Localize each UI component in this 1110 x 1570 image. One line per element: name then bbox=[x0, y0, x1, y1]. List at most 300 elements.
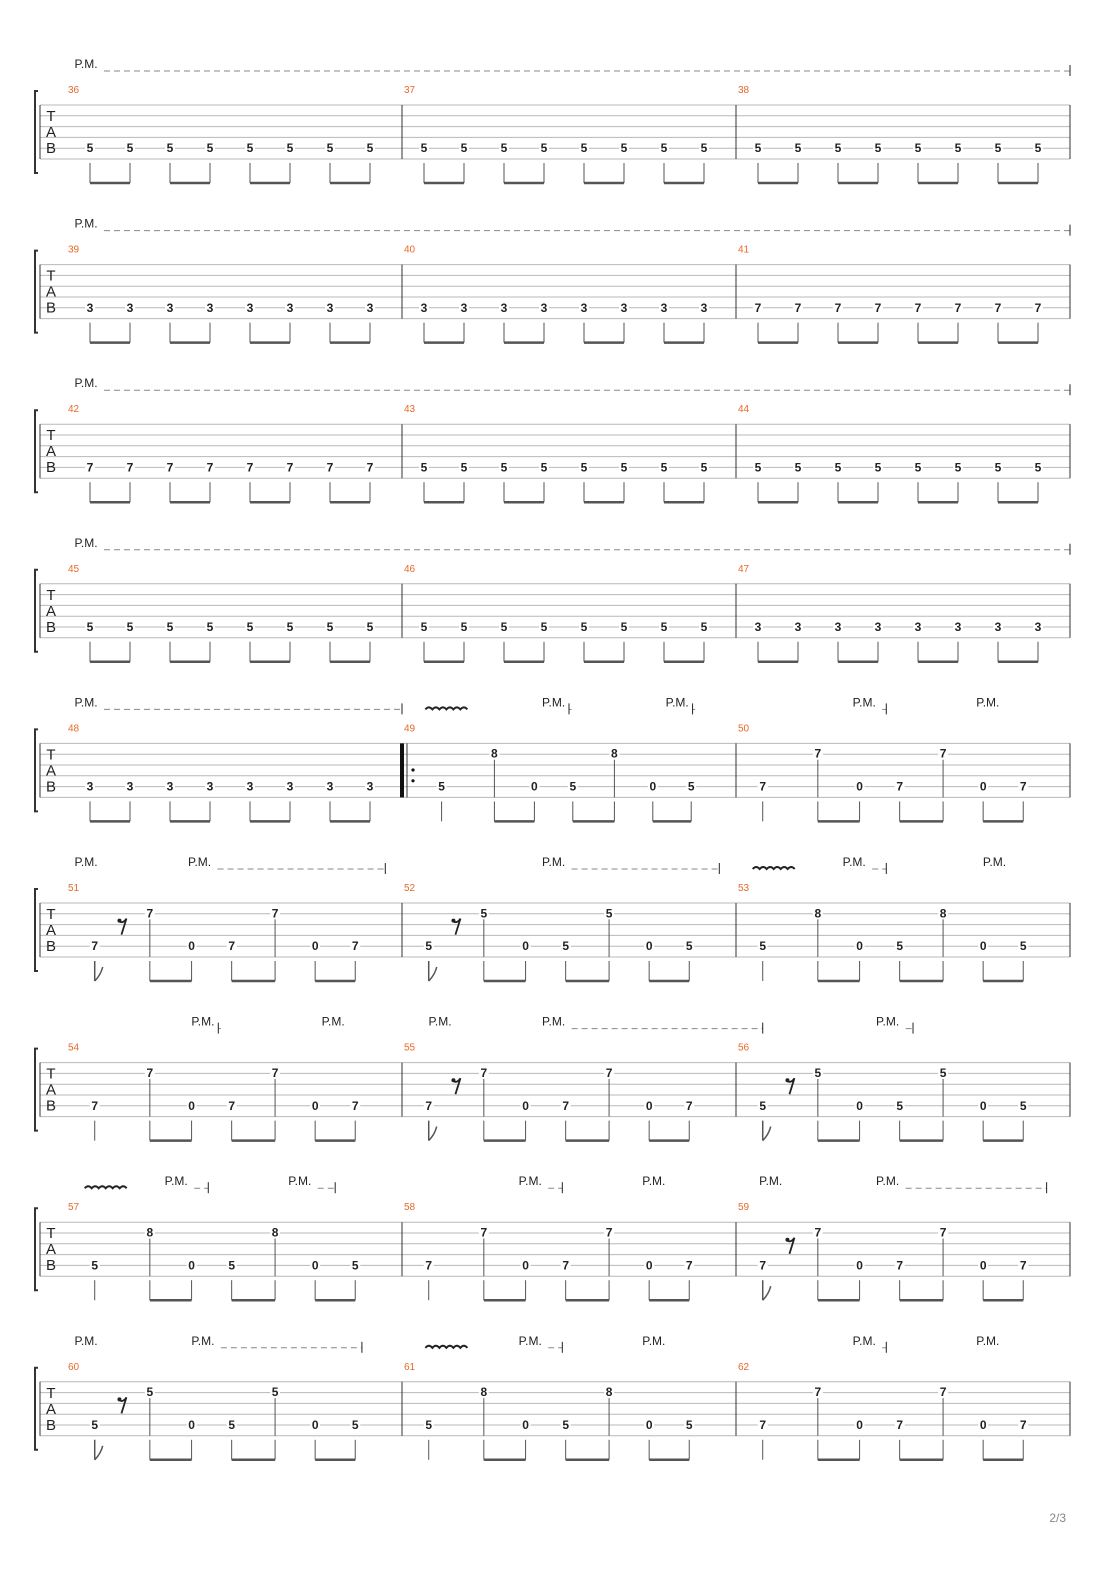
fret-number: 5 bbox=[1019, 1098, 1027, 1113]
fret-number: 7 bbox=[228, 939, 236, 954]
palm-mute-label: P.M. bbox=[288, 1174, 312, 1189]
fret-number: 7 bbox=[286, 460, 294, 475]
measure-44 bbox=[738, 404, 1043, 502]
fret-number: 5 bbox=[246, 141, 254, 156]
fret-number: 7 bbox=[562, 1098, 570, 1113]
fret-number: 7 bbox=[91, 1098, 99, 1113]
fret-number: 0 bbox=[311, 1098, 319, 1113]
fret-number: 3 bbox=[366, 300, 374, 315]
fret-number: 5 bbox=[480, 906, 488, 921]
fret-number: 0 bbox=[856, 939, 863, 954]
palm-mute-label: P.M. bbox=[976, 1333, 1000, 1348]
palm-mute-label: P.M. bbox=[976, 695, 1000, 710]
tab-clef-a: A bbox=[45, 602, 57, 620]
measure-number: 47 bbox=[738, 563, 750, 575]
fret-number: 5 bbox=[460, 460, 468, 475]
measure-number: 45 bbox=[68, 563, 80, 575]
fret-number: 5 bbox=[562, 1418, 570, 1432]
measure-36 bbox=[68, 85, 402, 183]
measure-number: 44 bbox=[738, 404, 750, 416]
fret-number: 3 bbox=[420, 300, 428, 315]
fret-number: 7 bbox=[685, 1258, 693, 1273]
palm-mute-label: P.M. bbox=[876, 1174, 900, 1189]
fret-number: 0 bbox=[645, 1098, 653, 1113]
measure-39 bbox=[68, 245, 402, 343]
fret-number: 5 bbox=[326, 620, 334, 634]
fret-number: 0 bbox=[856, 779, 863, 794]
fret-number: 3 bbox=[954, 620, 962, 634]
fret-number: 0 bbox=[188, 1258, 195, 1273]
fret-number: 5 bbox=[540, 141, 548, 156]
fret-number: 7 bbox=[605, 1225, 613, 1240]
tab-clef-b: B bbox=[45, 1257, 57, 1275]
fret-number: 3 bbox=[86, 779, 94, 794]
fret-number: 3 bbox=[326, 779, 334, 794]
fret-number: 5 bbox=[326, 141, 334, 156]
measure-37 bbox=[404, 85, 736, 183]
fret-number: 5 bbox=[420, 620, 428, 634]
fret-number: 7 bbox=[126, 460, 134, 475]
fret-number: 8 bbox=[605, 1385, 613, 1400]
tab-clef-b: B bbox=[45, 778, 57, 796]
fret-number: 5 bbox=[366, 620, 374, 634]
measure-number: 54 bbox=[68, 1042, 80, 1054]
fret-number: 7 bbox=[759, 1418, 767, 1432]
fret-number: 3 bbox=[166, 779, 174, 794]
system-bracket bbox=[35, 1368, 38, 1450]
system-1 bbox=[35, 57, 1070, 183]
measure-number: 37 bbox=[404, 85, 416, 96]
measure-53 bbox=[738, 883, 1028, 981]
fret-number: 5 bbox=[271, 1385, 279, 1400]
fret-number: 5 bbox=[540, 460, 548, 475]
fret-number: 7 bbox=[914, 300, 922, 315]
eighth-rest-dot bbox=[117, 919, 121, 923]
system-6 bbox=[35, 855, 1070, 981]
vibrato-mark bbox=[85, 1186, 127, 1188]
fret-number: 7 bbox=[896, 1418, 904, 1432]
measure-number: 50 bbox=[738, 723, 750, 735]
fret-number: 5 bbox=[1034, 141, 1042, 156]
palm-mute-label: P.M. bbox=[518, 1174, 542, 1189]
fret-number: 5 bbox=[351, 1258, 359, 1273]
eighth-rest-dot bbox=[117, 1397, 121, 1401]
measure-number: 38 bbox=[738, 85, 750, 96]
measure-46 bbox=[404, 564, 736, 662]
vibrato-mark bbox=[753, 867, 795, 869]
fret-number: 5 bbox=[246, 620, 254, 634]
palm-mute-label: P.M. bbox=[164, 1174, 188, 1189]
fret-number: 8 bbox=[491, 746, 498, 761]
fret-number: 3 bbox=[246, 779, 254, 794]
fret-number: 7 bbox=[91, 939, 99, 954]
fret-number: 7 bbox=[759, 1258, 767, 1273]
fret-number: 7 bbox=[896, 779, 904, 794]
palm-mute-label: P.M. bbox=[74, 1333, 98, 1348]
tab-clef-t: T bbox=[46, 108, 56, 125]
fret-number: 5 bbox=[759, 1098, 767, 1113]
fret-number: 7 bbox=[326, 460, 334, 475]
fret-number: 3 bbox=[700, 300, 708, 315]
measure-40 bbox=[404, 245, 736, 343]
measure-52 bbox=[404, 883, 736, 981]
fret-number: 7 bbox=[480, 1065, 488, 1080]
palm-mute-label: P.M. bbox=[642, 1174, 666, 1189]
fret-number: 7 bbox=[480, 1225, 488, 1240]
system-bracket bbox=[35, 729, 38, 811]
fret-number: 3 bbox=[206, 779, 214, 794]
palm-mute-label: P.M. bbox=[518, 1333, 542, 1348]
fret-number: 7 bbox=[1019, 1258, 1027, 1273]
system-bracket bbox=[35, 889, 38, 971]
palm-mute-label: P.M. bbox=[74, 695, 98, 710]
fret-number: 0 bbox=[856, 1418, 863, 1432]
fret-number: 5 bbox=[286, 620, 294, 634]
tab-clef-a: A bbox=[45, 1081, 57, 1099]
measure-50 bbox=[738, 723, 1028, 821]
fret-number: 5 bbox=[540, 620, 548, 634]
system-5 bbox=[35, 695, 1070, 821]
system-bracket bbox=[35, 410, 38, 492]
fret-number: 7 bbox=[994, 300, 1002, 315]
fret-number: 8 bbox=[146, 1225, 154, 1240]
tab-clef-t: T bbox=[46, 586, 56, 604]
measure-number: 43 bbox=[404, 404, 416, 416]
measure-number: 39 bbox=[68, 244, 80, 256]
palm-mute-label: P.M. bbox=[665, 695, 689, 710]
fret-number: 3 bbox=[86, 300, 94, 315]
fret-number: 5 bbox=[814, 1065, 822, 1080]
fret-number: 5 bbox=[366, 141, 374, 156]
fret-number: 3 bbox=[126, 779, 134, 794]
fret-number: 0 bbox=[188, 939, 195, 954]
fret-number: 3 bbox=[286, 779, 294, 794]
fret-number: 5 bbox=[700, 141, 708, 156]
palm-mute-label: P.M. bbox=[876, 1014, 900, 1029]
fret-number: 5 bbox=[569, 779, 577, 794]
fret-number: 5 bbox=[939, 1065, 947, 1080]
system-bracket bbox=[35, 1049, 38, 1131]
fret-number: 5 bbox=[660, 141, 668, 156]
fret-number: 7 bbox=[814, 1225, 822, 1240]
fret-number: 5 bbox=[91, 1258, 99, 1273]
fret-number: 5 bbox=[994, 460, 1002, 475]
fret-number: 5 bbox=[834, 141, 842, 156]
system-3 bbox=[35, 376, 1070, 502]
fret-number: 7 bbox=[939, 1225, 947, 1240]
fret-number: 5 bbox=[620, 620, 628, 634]
fret-number: 0 bbox=[649, 779, 657, 794]
fret-number: 8 bbox=[939, 906, 947, 921]
fret-number: 7 bbox=[228, 1098, 236, 1113]
measure-number: 55 bbox=[404, 1042, 416, 1054]
fret-number: 7 bbox=[954, 300, 962, 315]
tab-clef-a: A bbox=[45, 1241, 57, 1259]
system-7 bbox=[35, 1015, 1070, 1141]
fret-number: 5 bbox=[420, 141, 428, 156]
fret-number: 7 bbox=[1019, 1418, 1027, 1432]
measure-number: 56 bbox=[738, 1042, 750, 1054]
fret-number: 5 bbox=[700, 620, 708, 634]
fret-number: 8 bbox=[611, 746, 618, 761]
palm-mute-label: P.M. bbox=[852, 695, 876, 710]
palm-mute-label: P.M. bbox=[74, 535, 98, 550]
measure-number: 48 bbox=[68, 723, 80, 735]
tab-clef-b: B bbox=[45, 938, 57, 955]
measure-number: 60 bbox=[68, 1361, 80, 1373]
palm-mute-label: P.M. bbox=[74, 216, 98, 231]
fret-number: 5 bbox=[500, 620, 508, 634]
fret-number: 5 bbox=[500, 460, 508, 475]
fret-number: 7 bbox=[366, 460, 374, 475]
palm-mute-label: P.M. bbox=[74, 57, 98, 71]
fret-number: 5 bbox=[994, 141, 1002, 156]
fret-number: 5 bbox=[206, 141, 214, 156]
fret-number: 5 bbox=[685, 1418, 693, 1432]
fret-number: 3 bbox=[326, 300, 334, 315]
palm-mute-label: P.M. bbox=[982, 855, 1007, 869]
measure-42 bbox=[68, 404, 402, 502]
fret-number: 7 bbox=[874, 300, 882, 315]
measure-51 bbox=[68, 883, 402, 981]
fret-number: 7 bbox=[246, 460, 254, 475]
fret-number: 5 bbox=[126, 141, 134, 156]
fret-number: 8 bbox=[271, 1225, 279, 1240]
fret-number: 5 bbox=[759, 939, 767, 954]
measure-number: 58 bbox=[404, 1202, 416, 1214]
fret-number: 3 bbox=[1034, 620, 1042, 634]
fret-number: 5 bbox=[896, 1098, 904, 1113]
tab-clef-t: T bbox=[46, 1065, 56, 1083]
palm-mute-label: P.M. bbox=[321, 1014, 345, 1029]
fret-number: 7 bbox=[562, 1258, 570, 1273]
tab-clef-b: B bbox=[45, 140, 57, 157]
fret-number: 7 bbox=[605, 1065, 613, 1080]
fret-number: 5 bbox=[425, 939, 433, 954]
palm-mute-label: P.M. bbox=[428, 1014, 452, 1029]
fret-number: 3 bbox=[246, 300, 254, 315]
fret-number: 7 bbox=[1034, 300, 1042, 315]
system-bracket bbox=[35, 91, 38, 173]
measure-57 bbox=[68, 1202, 402, 1300]
fret-number: 3 bbox=[834, 620, 842, 634]
fret-number: 5 bbox=[954, 460, 962, 475]
fret-number: 3 bbox=[540, 300, 548, 315]
fret-number: 0 bbox=[311, 939, 319, 954]
repeat-thick-bar bbox=[400, 743, 404, 797]
system-bracket bbox=[35, 570, 38, 652]
fret-number: 7 bbox=[685, 1098, 693, 1113]
fret-number: 5 bbox=[794, 460, 802, 475]
fret-number: 5 bbox=[126, 620, 134, 634]
tab-clef-b: B bbox=[45, 1416, 57, 1434]
palm-mute-label: P.M. bbox=[642, 1333, 666, 1348]
fret-number: 0 bbox=[856, 1098, 863, 1113]
tab-clef-t: T bbox=[46, 1384, 56, 1402]
fret-number: 7 bbox=[425, 1098, 433, 1113]
fret-number: 3 bbox=[914, 620, 922, 634]
note-flag bbox=[763, 1280, 771, 1300]
page-number: 2/3 bbox=[1049, 1511, 1066, 1525]
fret-number: 5 bbox=[420, 460, 428, 475]
fret-number: 5 bbox=[954, 141, 962, 156]
repeat-dot bbox=[411, 768, 414, 771]
fret-number: 3 bbox=[460, 300, 468, 315]
measure-41 bbox=[738, 245, 1043, 343]
measure-54 bbox=[68, 1043, 402, 1141]
fret-number: 0 bbox=[645, 1418, 653, 1432]
tab-clef-a: A bbox=[45, 124, 57, 141]
fret-number: 5 bbox=[425, 1418, 433, 1432]
fret-number: 5 bbox=[660, 620, 668, 634]
fret-number: 5 bbox=[834, 460, 842, 475]
fret-number: 0 bbox=[311, 1418, 319, 1432]
fret-number: 5 bbox=[86, 141, 94, 156]
fret-number: 5 bbox=[914, 460, 922, 475]
note-flag bbox=[95, 1440, 103, 1460]
measure-61 bbox=[404, 1362, 736, 1460]
tab-clef-b: B bbox=[45, 1097, 57, 1115]
measure-48 bbox=[68, 723, 402, 821]
fret-number: 3 bbox=[286, 300, 294, 315]
fret-number: 5 bbox=[460, 620, 468, 634]
system-bracket bbox=[35, 251, 38, 333]
measure-38 bbox=[738, 85, 1043, 183]
fret-number: 5 bbox=[660, 460, 668, 475]
eighth-rest-dot bbox=[451, 1078, 455, 1082]
measure-number: 42 bbox=[68, 404, 80, 416]
system-bracket bbox=[35, 1208, 38, 1290]
fret-number: 5 bbox=[500, 141, 508, 156]
note-flag bbox=[429, 1121, 437, 1141]
fret-number: 7 bbox=[1019, 779, 1027, 794]
fret-number: 0 bbox=[522, 1258, 529, 1273]
palm-mute-label: P.M. bbox=[542, 855, 566, 869]
fret-number: 5 bbox=[86, 620, 94, 634]
fret-number: 7 bbox=[425, 1258, 433, 1273]
measure-60 bbox=[68, 1362, 402, 1460]
tab-clef-b: B bbox=[45, 459, 57, 477]
fret-number: 3 bbox=[794, 620, 802, 634]
tab-clef-t: T bbox=[46, 906, 56, 923]
fret-number: 5 bbox=[687, 779, 695, 794]
fret-number: 0 bbox=[979, 1098, 987, 1113]
fret-number: 5 bbox=[228, 1418, 236, 1432]
measure-49 bbox=[400, 723, 736, 821]
fret-number: 5 bbox=[166, 620, 174, 634]
fret-number: 3 bbox=[366, 779, 374, 794]
measure-number: 61 bbox=[404, 1361, 416, 1373]
fret-number: 5 bbox=[874, 460, 882, 475]
tab-clef-a: A bbox=[45, 1400, 57, 1418]
fret-number: 5 bbox=[620, 460, 628, 475]
fret-number: 7 bbox=[814, 1385, 822, 1400]
fret-number: 5 bbox=[620, 141, 628, 156]
fret-number: 0 bbox=[979, 779, 987, 794]
fret-number: 5 bbox=[438, 779, 445, 794]
tab-clef-t: T bbox=[46, 427, 56, 445]
palm-mute-label: P.M. bbox=[542, 695, 566, 710]
fret-number: 3 bbox=[620, 300, 628, 315]
measure-number: 40 bbox=[404, 244, 416, 256]
palm-mute-label: P.M. bbox=[74, 376, 98, 391]
fret-number: 5 bbox=[91, 1418, 99, 1432]
measure-number: 46 bbox=[404, 563, 416, 575]
fret-number: 3 bbox=[660, 300, 668, 315]
measure-number: 57 bbox=[68, 1202, 80, 1214]
fret-number: 5 bbox=[580, 141, 588, 156]
system-2 bbox=[35, 217, 1070, 343]
measure-number: 53 bbox=[738, 883, 750, 894]
measure-55 bbox=[404, 1043, 736, 1141]
fret-number: 7 bbox=[834, 300, 842, 315]
vibrato-mark bbox=[425, 1346, 467, 1348]
fret-number: 3 bbox=[754, 620, 762, 634]
fret-number: 5 bbox=[914, 141, 922, 156]
fret-number: 7 bbox=[206, 460, 214, 475]
fret-number: 7 bbox=[794, 300, 802, 315]
palm-mute-label: P.M. bbox=[191, 1333, 215, 1348]
tab-clef-a: A bbox=[45, 283, 57, 301]
fret-number: 0 bbox=[522, 1098, 529, 1113]
fret-number: 3 bbox=[126, 300, 134, 315]
fret-number: 7 bbox=[351, 939, 359, 954]
eighth-rest-dot bbox=[785, 1238, 789, 1242]
measure-number: 52 bbox=[404, 883, 416, 894]
measure-45 bbox=[68, 564, 402, 662]
fret-number: 5 bbox=[896, 939, 904, 954]
fret-number: 3 bbox=[580, 300, 588, 315]
repeat-dot bbox=[411, 779, 414, 782]
fret-number: 5 bbox=[794, 141, 802, 156]
fret-number: 3 bbox=[206, 300, 214, 315]
vibrato-mark bbox=[425, 707, 467, 709]
fret-number: 7 bbox=[814, 746, 822, 761]
measure-47 bbox=[738, 564, 1043, 662]
measure-59 bbox=[738, 1202, 1028, 1300]
fret-number: 0 bbox=[188, 1098, 195, 1113]
tab-clef-t: T bbox=[46, 746, 56, 764]
fret-number: 3 bbox=[994, 620, 1002, 634]
fret-number: 5 bbox=[685, 939, 693, 954]
fret-number: 5 bbox=[228, 1258, 236, 1273]
tab-clef-b: B bbox=[45, 299, 57, 317]
fret-number: 0 bbox=[979, 1258, 987, 1273]
palm-mute-label: P.M. bbox=[191, 1014, 215, 1029]
eighth-rest-dot bbox=[785, 1078, 789, 1082]
fret-number: 5 bbox=[1019, 939, 1027, 954]
fret-number: 7 bbox=[754, 300, 762, 315]
measure-number: 49 bbox=[404, 723, 416, 735]
fret-number: 5 bbox=[146, 1385, 154, 1400]
fret-number: 7 bbox=[86, 460, 94, 475]
measure-62 bbox=[738, 1362, 1028, 1460]
note-flag bbox=[429, 961, 437, 981]
fret-number: 7 bbox=[146, 906, 154, 921]
fret-number: 5 bbox=[874, 141, 882, 156]
fret-number: 5 bbox=[286, 141, 294, 156]
measure-number: 36 bbox=[68, 85, 80, 96]
fret-number: 5 bbox=[605, 906, 613, 921]
fret-number: 0 bbox=[645, 939, 653, 954]
fret-number: 0 bbox=[522, 939, 529, 954]
fret-number: 5 bbox=[206, 620, 214, 634]
fret-number: 5 bbox=[166, 141, 174, 156]
tab-clef-t: T bbox=[46, 1225, 56, 1243]
fret-number: 5 bbox=[754, 460, 762, 475]
fret-number: 7 bbox=[146, 1065, 154, 1080]
fret-number: 7 bbox=[271, 1065, 279, 1080]
